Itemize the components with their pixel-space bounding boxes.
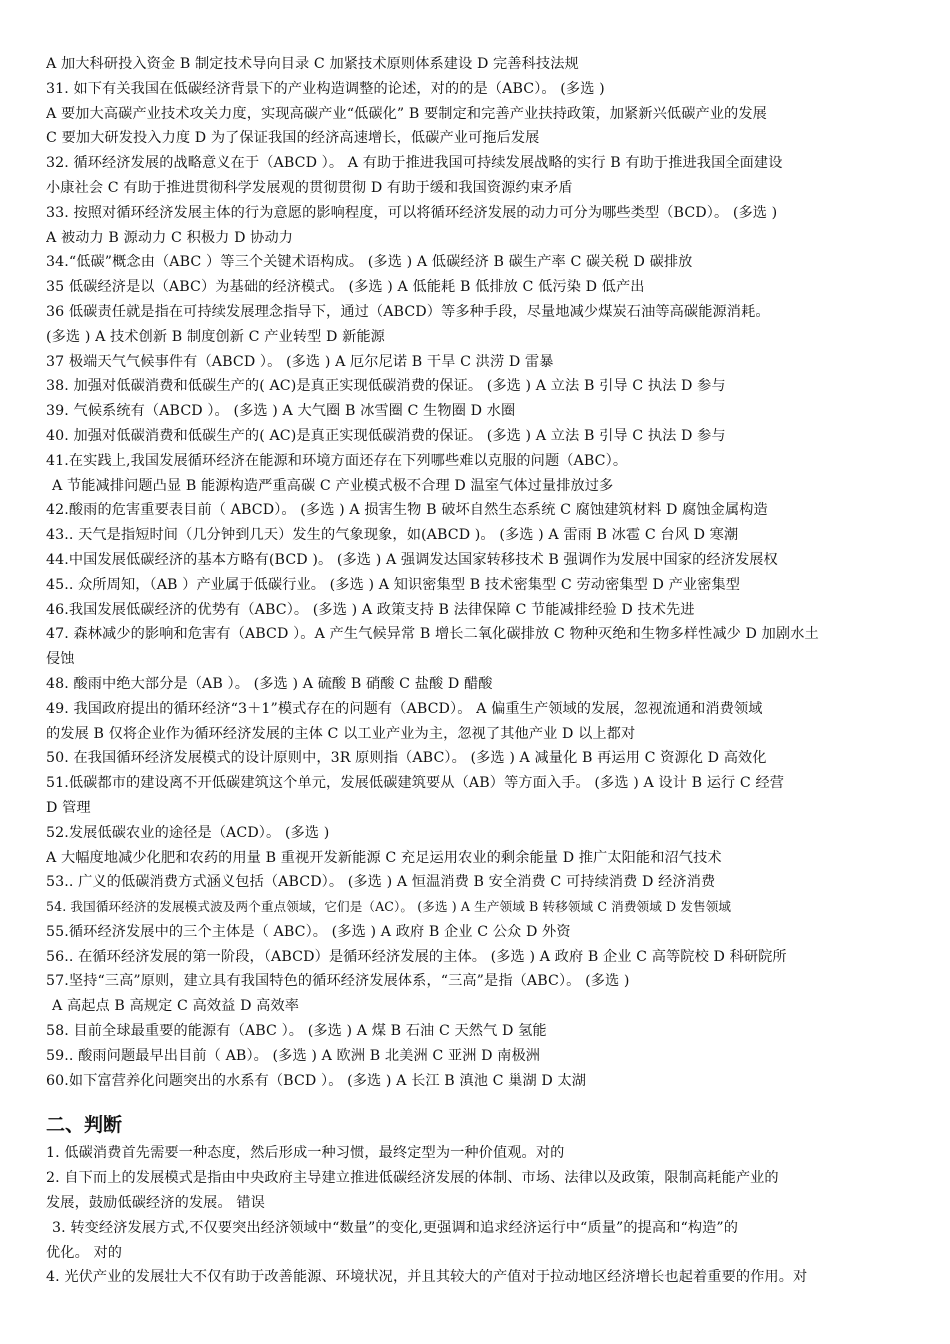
question-line-11: (多选 ) A 技术创新 B 制度创新 C 产业转型 D 新能源 [46, 328, 385, 345]
question-line-13: 38. 加强对低碳消费和低碳生产的( AC)是真正实现低碳消费的保证。 (多选 ) A 立法 B 引导 C 执法 D 参与 [46, 378, 726, 395]
judgment-line-0: 1. 低碳消费首先需要一种态度，然后形成一种习惯，最终定型为一种价值观。对的 [46, 1145, 565, 1162]
judgment-line-4: 优化。 对的 [46, 1244, 123, 1261]
question-line-31: 52.发展低碳农业的途径是（ACD）。 (多选 ) [46, 824, 330, 841]
question-line-12: 37 极端天气气候事件有（ABCD ）。 (多选 ) A 厄尔尼诺 B 干旱 C 洪涝 D 雷暴 [46, 353, 554, 370]
question-line-27: 的发展 B 仅将企业作为循环经济发展的主体 C 以工业产业为主，忽视了其他产业 D 以上都对 [46, 725, 636, 742]
question-line-5: 小康社会 C 有助于推进贯彻科学发展观的贯彻贯彻 D 有助于缓和我国资源约束矛盾 [46, 179, 573, 196]
question-line-23: 47. 森林减少的影响和危害有（ABCD ）。A 产生气候异常 B 增长二氧化碳排放 C 物种灭绝和生物多样性减少 D 加剧水土 [46, 626, 819, 643]
question-line-26: 49. 我国政府提出的循环经济“3＋1”模式存在的问题有（ABCD）。 A 偏重生产领域的发展，忽视流通和消费领域 [46, 700, 763, 717]
question-line-40: 59.. 酸雨问题最早出目前（ AB）。 (多选 ) A 欧洲 B 北美洲 C 亚洲 D 南极洲 [46, 1047, 541, 1064]
question-line-37: 57.坚持“三高”原则，建立具有我国特色的循环经济发展体系，“三高”是指（ABC）。 (多选 ) [46, 973, 630, 990]
question-line-41: 60.如下富营养化问题突出的水系有（BCD ）。 (多选 ) A 长江 B 滇池 C 巢湖 D 太湖 [46, 1072, 587, 1089]
question-line-24: 侵蚀 [46, 651, 75, 668]
question-line-19: 43.. 天气是指短时间（几分钟到几天）发生的气象现象，如(ABCD )。 (多选 ) A 雷雨 B 冰雹 C 台风 D 寒潮 [46, 527, 739, 544]
document-page [46, 52, 908, 1290]
question-line-28: 50. 在我国循环经济发展模式的设计原则中，3R 原则指（ABC）。 (多选 ) A 减量化 B 再运用 C 资源化 D 高效化 [46, 750, 767, 767]
question-line-16: 41.在实践上,我国发展循环经济在能源和环境方面还存在下列哪些难以克服的问题（ABC）。 [46, 452, 628, 469]
true-false-section [46, 1141, 908, 1290]
question-line-32: A 大幅度地减少化肥和农药的用量 B 重视开发新能源 C 充足运用农业的剩余能量 D 推广太阳能和沼气技术 [46, 849, 722, 866]
question-line-6: 33. 按照对循环经济发展主体的行为意愿的影响程度，可以将循环经济发展的动力可分为哪些类型（BCD）。 (多选 ) [46, 204, 778, 221]
question-line-33: 53.. 广义的低碳消费方式涵义包括（ABCD）。 (多选 ) A 恒温消费 B 安全消费 C 可持续消费 D 经济消费 [46, 874, 716, 891]
question-line-18: 42.酸雨的危害重要表目前（ ABCD）。 (多选 ) A 损害生物 B 破坏自然生态系统 C 腐蚀建筑材料 D 腐蚀金属构造 [46, 502, 768, 519]
question-line-7: A 被动力 B 源动力 C 积极力 D 协动力 [46, 229, 294, 246]
question-line-14: 39. 气候系统有（ABCD ）。 (多选 ) A 大气圈 B 冰雪圈 C 生物圈 D 水圈 [46, 403, 516, 420]
judgment-line-3: 3. 转变经济发展方式,不仅要突出经济领域中“数量”的变化,更强调和追求经济运行中“质量”的提高和“构造”的 [52, 1219, 739, 1236]
question-line-2: A 要加大高碳产业技术攻关力度，实现高碳产业“低碳化” B 要制定和完善产业扶持政策，加紧新兴低碳产业的发展 [46, 105, 767, 122]
question-line-1: 31. 如下有关我国在低碳经济背景下的产业构造调整的论述，对的的是（ABC）。 (多选 ) [46, 80, 605, 97]
question-line-25: 48. 酸雨中绝大部分是（AB ）。 (多选 ) A 硫酸 B 硝酸 C 盐酸 D 醋酸 [46, 675, 493, 692]
question-line-29: 51.低碳都市的建设离不开低碳建筑这个单元，发展低碳建筑要从（AB）等方面入手。 (多选 ) A 设计 B 运行 C 经营 [46, 775, 785, 792]
question-line-15: 40. 加强对低碳消费和低碳生产的( AC)是真正实现低碳消费的保证。 (多选 ) A 立法 B 引导 C 执法 D 参与 [46, 427, 726, 444]
question-line-20: 44.中国发展低碳经济的基本方略有(BCD )。 (多选 ) A 强调发达国家转移技术 B 强调作为发展中国家的经济发展权 [46, 551, 778, 568]
judgment-line-5: 4. 光伏产业的发展壮大不仅有助于改善能源、环境状况，并且其较大的产值对于拉动地区经济增长也起着重要的作用。对 [46, 1269, 808, 1286]
question-line-8: 34.“低碳”概念由（ABC ）等三个关键术语构成。 (多选 ) A 低碳经济 B 碳生产率 C 碳关税 D 碳排放 [46, 254, 693, 271]
multiple-choice-section [46, 52, 908, 1093]
question-line-21: 45.. 众所周知，（AB ）产业属于低碳行业。 (多选 ) A 知识密集型 B 技术密集型 C 劳动密集型 D 产业密集型 [46, 576, 741, 593]
judgment-line-1: 2. 自下而上的发展模式是指由中央政府主导建立推进低碳经济发展的体制、市场、法律以及政策，限制高耗能产业的 [46, 1170, 779, 1187]
question-line-38: A 高起点 B 高规定 C 高效益 D 高效率 [52, 998, 300, 1015]
question-line-22: 46.我国发展低碳经济的优势有（ABC）。 (多选 ) A 政策支持 B 法律保障 C 节能减排经验 D 技术先进 [46, 601, 695, 618]
question-line-4: 32. 循环经济发展的战略意义在于（ABCD ）。 A 有助于推进我国可持续发展战略的实行 B 有助于推进我国全面建设 [46, 155, 783, 172]
judgment-line-2: 发展，鼓励低碳经济的发展。 错误 [46, 1195, 265, 1212]
question-line-39: 58. 目前全球最重要的能源有（ABC ）。 (多选 ) A 煤 B 石油 C 天然气 D 氢能 [46, 1023, 547, 1040]
question-line-34: 54. 我国循环经济的发展模式波及两个重点领域，它们是（AC）。 (多选 ) A 生产领域 B 转移领域 C 消费领域 D 发售领域 [46, 899, 732, 915]
question-line-17: A 节能减排问题凸显 B 能源构造严重高碳 C 产业模式极不合理 D 温室气体过量排放过多 [52, 477, 614, 494]
question-line-9: 35 低碳经济是以（ABC）为基础的经济模式。 (多选 ) A 低能耗 B 低排放 C 低污染 D 低产出 [46, 279, 645, 296]
question-line-10: 36 低碳责任就是指在可持续发展理念指导下，通过（ABCD）等多种手段，尽量地减少煤炭石油等高碳能源消耗。 [46, 303, 770, 320]
question-line-0: A 加大科研投入资金 B 制定技术导向目录 C 加紧技术原则体系建设 D 完善科技法规 [46, 56, 579, 72]
question-line-36: 56.. 在循环经济发展的第一阶段，（ABCD）是循环经济发展的主体。 (多选 ) A 政府 B 企业 C 高等院校 D 科研院所 [46, 948, 787, 965]
question-line-35: 55.循环经济发展中的三个主体是（ ABC）。 (多选 ) A 政府 B 企业 C 公众 D 外资 [46, 923, 571, 940]
section-heading-judgment: 二、判断 [46, 1114, 123, 1137]
question-line-3: C 要加大研发投入力度 D 为了保证我国的经济高速增长，低碳产业可拖后发展 [46, 130, 540, 147]
question-line-30: D 管理 [46, 799, 91, 816]
